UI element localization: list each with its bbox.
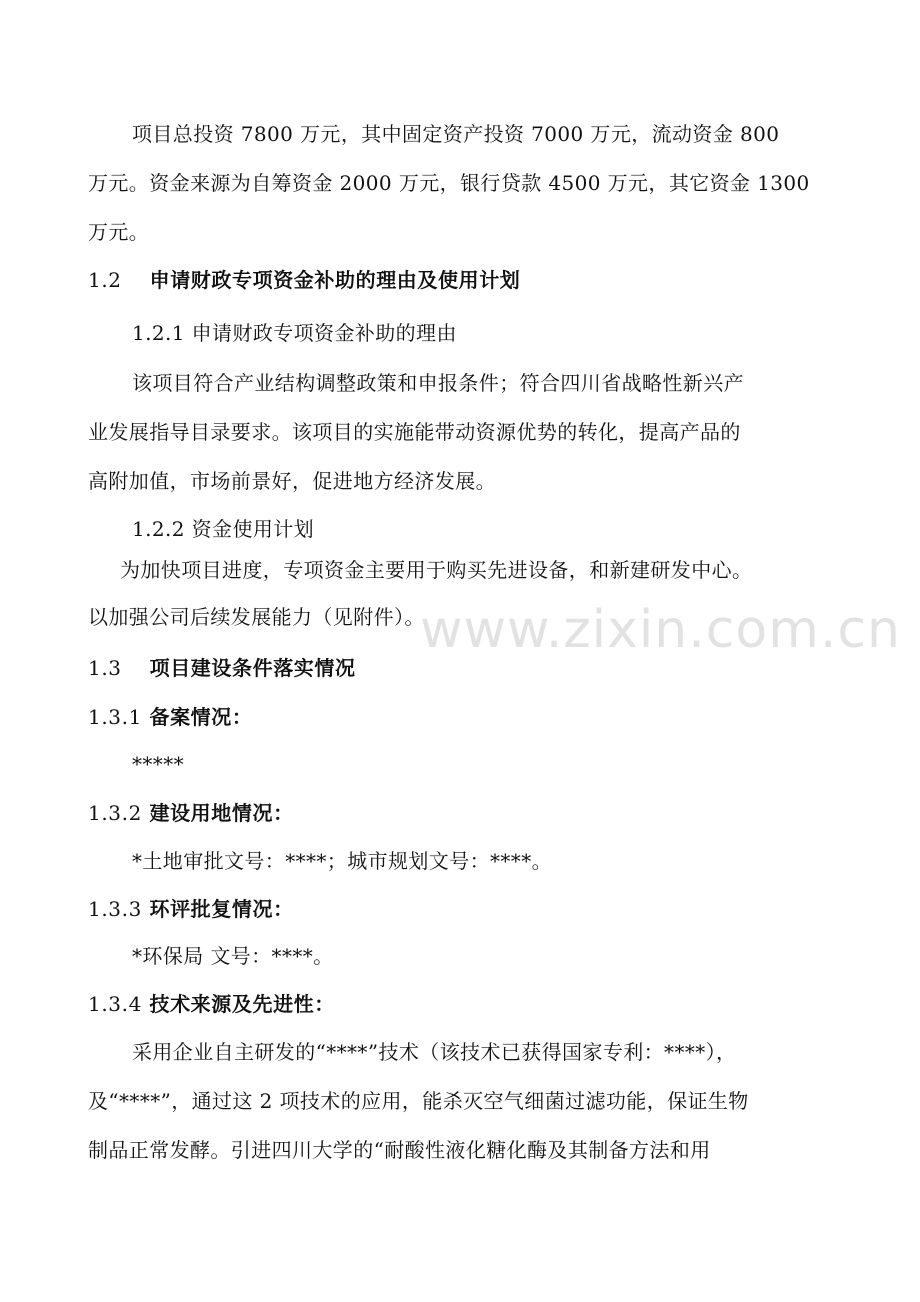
heading-1-2-number: 1.2	[88, 268, 122, 292]
heading-1-2-2: 1.2.2 资金使用计划	[132, 517, 315, 541]
paragraph-investment-line-1: 项目总投资 7800 万元，其中固定资产投资 7000 万元，流动资金 800	[132, 122, 780, 146]
land-use-value: *土地审批文号：****；城市规划文号：****。	[132, 849, 552, 873]
paragraph-investment-line-2: 万元。资金来源为自筹资金 2000 万元，银行贷款 4500 万元，其它资金 1300	[88, 171, 810, 195]
heading-1-3-2	[88, 799, 808, 827]
heading-1-3-1	[88, 703, 808, 731]
paragraph-technology-line-1: 采用企业自主研发的“****”技术（该技术已获得国家专利：****），	[132, 1040, 737, 1064]
paragraph-reason-line-1: 该项目符合产业结构调整政策和申报条件；符合四川省战略性新兴产	[132, 371, 744, 395]
heading-1-3-3-number: 1.3.3	[88, 897, 142, 921]
heading-1-3-3-title: 环评批复情况：	[149, 897, 294, 921]
heading-1-3-4-title: 技术来源及先进性：	[149, 992, 335, 1016]
paragraph-technology-line-2: 及“****”，通过这 2 项技术的应用，能杀灭空气细菌过滤功能，保证生物	[88, 1089, 749, 1113]
paragraph-investment-line-3: 万元。	[88, 220, 150, 244]
heading-1-3-3	[88, 895, 808, 923]
watermark: www.zixin.com.cn	[420, 600, 901, 660]
heading-1-3-2-number: 1.3.2	[88, 801, 142, 825]
heading-1-3-1-title: 备案情况：	[149, 705, 253, 729]
heading-1-3-2-title: 建设用地情况：	[149, 801, 294, 825]
heading-1-2	[88, 266, 808, 294]
environment-approval-value: *环保局 文号：****。	[132, 944, 334, 968]
heading-1-2-title: 申请财政专项资金补助的理由及使用计划	[149, 268, 521, 292]
paragraph-fund-use-line-1: 为加快项目进度，专项资金主要用于购买先进设备，和新建研发中心。	[120, 558, 753, 582]
heading-1-3	[88, 654, 808, 682]
paragraph-reason-line-3: 高附加值，市场前景好，促进地方经济发展。	[88, 469, 496, 493]
heading-1-3-4	[88, 990, 808, 1018]
heading-1-3-1-number: 1.3.1	[88, 705, 142, 729]
paragraph-fund-use-line-2: 以加强公司后续发展能力（见附件）。	[88, 605, 425, 629]
heading-1-3-number: 1.3	[88, 656, 122, 680]
heading-1-2-1: 1.2.1 申请财政专项资金补助的理由	[132, 321, 457, 345]
paragraph-technology-line-3: 制品正常发酵。引进四川大学的“耐酸性液化糖化酶及其制备方法和用	[88, 1138, 711, 1162]
heading-1-3-4-number: 1.3.4	[88, 992, 142, 1016]
filing-value: *****	[132, 752, 184, 776]
heading-1-3-title: 项目建设条件落实情况	[149, 656, 356, 680]
paragraph-reason-line-2: 业发展指导目录要求。该项目的实施能带动资源优势的转化，提高产品的	[88, 420, 741, 444]
